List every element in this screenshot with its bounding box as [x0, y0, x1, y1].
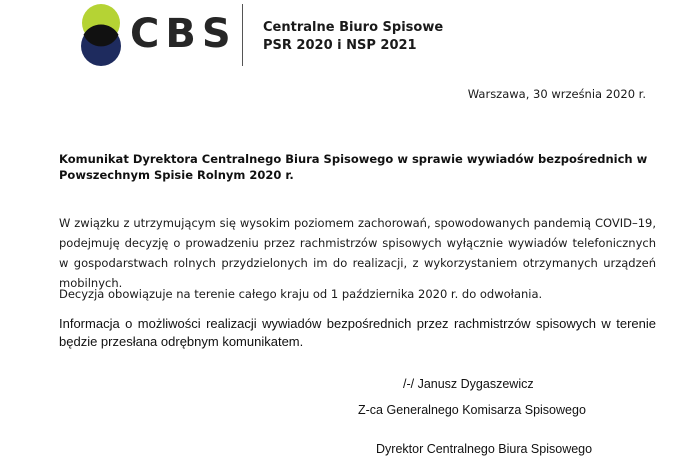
announcement-heading: Komunikat Dyrektora Centralnego Biura Spisowego w sprawie wywiadów bezpośrednich w Powszechnym Spisie Rolnym 2020 r. [59, 152, 648, 182]
organization-title [263, 19, 443, 55]
signature-name: /-/ Janusz Dygaszewicz [403, 377, 534, 391]
place-and-date: Warszawa, 30 września 2020 r. [467, 87, 646, 101]
letterhead-divider [242, 4, 243, 66]
logo-wordmark: CBS [130, 11, 237, 57]
body-paragraph-3: Informacja o możliwości realizacji wywiadów bezpośrednich przez rachmistrzów spisowych w terenie będzie przesłana odrębnym komunikatem. [59, 316, 656, 349]
signature-role-2: Dyrektor Centralnego Biura Spisowego [376, 442, 593, 456]
signature-role-1: Z-ca Generalnego Komisarza Spisowego [358, 403, 586, 417]
body-paragraph-2: Decyzja obowiązuje na terenie całego kraju od 1 października 2020 r. do odwołania. [59, 287, 543, 301]
cbs-logo-icon [78, 3, 124, 67]
body-paragraph-1: W związku z utrzymującym się wysokim poziomem zachorowań, spowodowanych pandemią COVID–19, podejmuję decyzję o prowadzeniu przez rachmistrzów spisowych wyłącznie wywiadów telefonicznych w gospodarstwach rolnych przydzielonych im do realizacji, z wykorzystaniem otrzymanych urządzeń mobilnych. [59, 216, 656, 290]
census-name: PSR 2020 i NSP 2021 [263, 38, 417, 53]
organization-name: Centralne Biuro Spisowe [263, 20, 444, 35]
